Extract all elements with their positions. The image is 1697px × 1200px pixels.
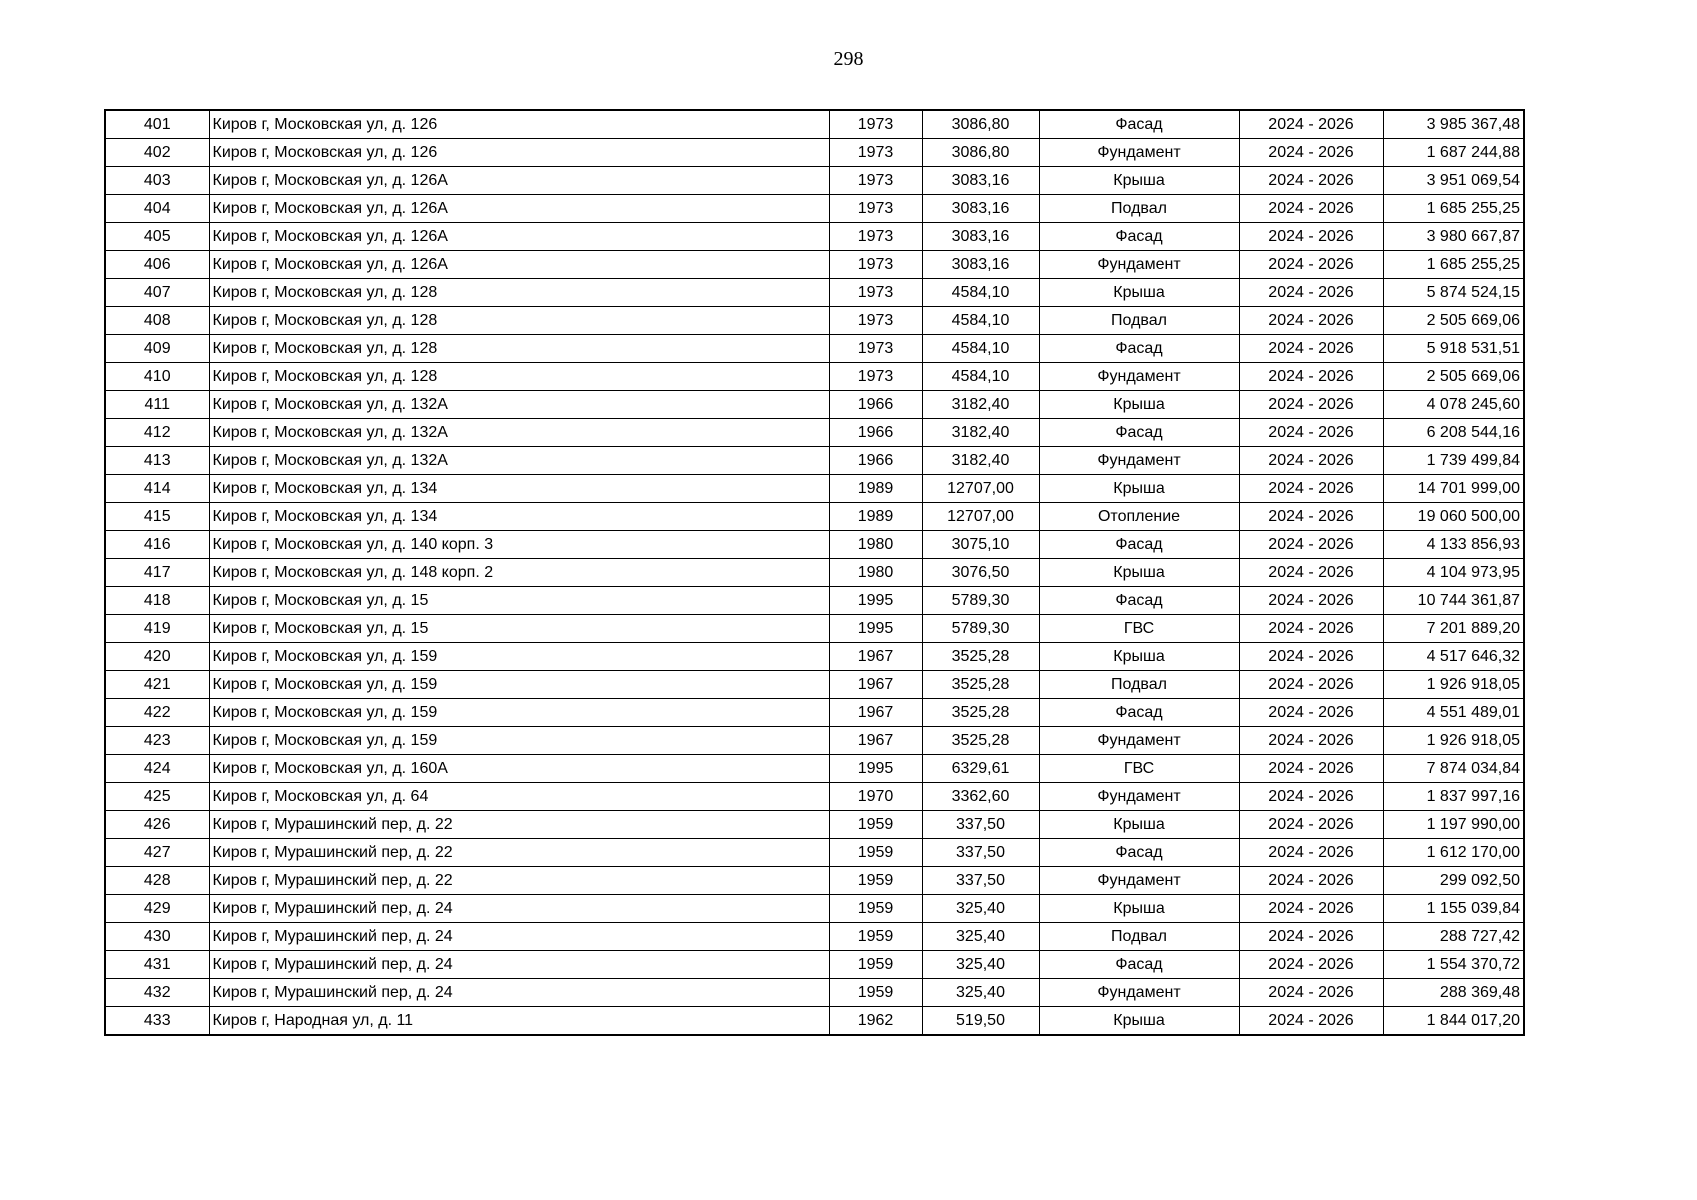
address-cell: Киров г, Московская ул, д. 134 xyxy=(209,475,829,503)
work-type-cell: Подвал xyxy=(1039,923,1239,951)
work-type-cell: Крыша xyxy=(1039,559,1239,587)
address-cell: Киров г, Московская ул, д. 126А xyxy=(209,195,829,223)
period-cell: 2024 - 2026 xyxy=(1239,391,1383,419)
period-cell: 2024 - 2026 xyxy=(1239,447,1383,475)
address-cell: Киров г, Московская ул, д. 134 xyxy=(209,503,829,531)
area-cell: 3083,16 xyxy=(922,167,1039,195)
year-cell: 1980 xyxy=(829,559,922,587)
period-cell: 2024 - 2026 xyxy=(1239,867,1383,895)
year-cell: 1973 xyxy=(829,279,922,307)
work-type-cell: Фасад xyxy=(1039,419,1239,447)
year-cell: 1967 xyxy=(829,699,922,727)
row-number: 429 xyxy=(105,895,209,923)
period-cell: 2024 - 2026 xyxy=(1239,559,1383,587)
table-row xyxy=(105,391,1524,419)
area-cell: 325,40 xyxy=(922,923,1039,951)
period-cell: 2024 - 2026 xyxy=(1239,951,1383,979)
cost-cell: 1 685 255,25 xyxy=(1383,195,1524,223)
area-cell: 4584,10 xyxy=(922,335,1039,363)
period-cell: 2024 - 2026 xyxy=(1239,475,1383,503)
period-cell: 2024 - 2026 xyxy=(1239,167,1383,195)
table-row xyxy=(105,587,1524,615)
work-type-cell: Крыша xyxy=(1039,475,1239,503)
address-cell: Киров г, Мурашинский пер, д. 24 xyxy=(209,951,829,979)
table-row xyxy=(105,447,1524,475)
address-cell: Киров г, Московская ул, д. 15 xyxy=(209,615,829,643)
cost-cell: 4 517 646,32 xyxy=(1383,643,1524,671)
row-number: 423 xyxy=(105,727,209,755)
address-cell: Киров г, Московская ул, д. 132А xyxy=(209,419,829,447)
period-cell: 2024 - 2026 xyxy=(1239,139,1383,167)
work-type-cell: Крыша xyxy=(1039,643,1239,671)
year-cell: 1995 xyxy=(829,755,922,783)
work-type-cell: Крыша xyxy=(1039,811,1239,839)
table-row xyxy=(105,755,1524,783)
period-cell: 2024 - 2026 xyxy=(1239,1007,1383,1036)
row-number: 428 xyxy=(105,867,209,895)
row-number: 412 xyxy=(105,419,209,447)
table-row xyxy=(105,195,1524,223)
year-cell: 1970 xyxy=(829,783,922,811)
work-type-cell: Фундамент xyxy=(1039,867,1239,895)
period-cell: 2024 - 2026 xyxy=(1239,783,1383,811)
work-type-cell: Крыша xyxy=(1039,1007,1239,1036)
cost-cell: 1 844 017,20 xyxy=(1383,1007,1524,1036)
area-cell: 337,50 xyxy=(922,839,1039,867)
table-row xyxy=(105,615,1524,643)
period-cell: 2024 - 2026 xyxy=(1239,279,1383,307)
work-type-cell: Крыша xyxy=(1039,895,1239,923)
address-cell: Киров г, Московская ул, д. 140 корп. 3 xyxy=(209,531,829,559)
work-type-cell: Фундамент xyxy=(1039,139,1239,167)
period-cell: 2024 - 2026 xyxy=(1239,727,1383,755)
area-cell: 5789,30 xyxy=(922,615,1039,643)
work-type-cell: Фундамент xyxy=(1039,783,1239,811)
address-cell: Киров г, Московская ул, д. 64 xyxy=(209,783,829,811)
table-row xyxy=(105,979,1524,1007)
cost-cell: 4 133 856,93 xyxy=(1383,531,1524,559)
row-number: 424 xyxy=(105,755,209,783)
table-row xyxy=(105,895,1524,923)
address-cell: Киров г, Московская ул, д. 15 xyxy=(209,587,829,615)
area-cell: 3083,16 xyxy=(922,223,1039,251)
area-cell: 3182,40 xyxy=(922,419,1039,447)
cost-cell: 6 208 544,16 xyxy=(1383,419,1524,447)
area-cell: 3075,10 xyxy=(922,531,1039,559)
work-type-cell: Фасад xyxy=(1039,223,1239,251)
work-type-cell: Фасад xyxy=(1039,587,1239,615)
cost-cell: 299 092,50 xyxy=(1383,867,1524,895)
address-cell: Киров г, Московская ул, д. 128 xyxy=(209,279,829,307)
year-cell: 1973 xyxy=(829,251,922,279)
work-type-cell: Фундамент xyxy=(1039,979,1239,1007)
cost-cell: 5 874 524,15 xyxy=(1383,279,1524,307)
row-number: 401 xyxy=(105,110,209,139)
work-type-cell: Фасад xyxy=(1039,699,1239,727)
cost-cell: 1 837 997,16 xyxy=(1383,783,1524,811)
work-type-cell: ГВС xyxy=(1039,615,1239,643)
address-cell: Киров г, Мурашинский пер, д. 24 xyxy=(209,979,829,1007)
year-cell: 1967 xyxy=(829,671,922,699)
row-number: 408 xyxy=(105,307,209,335)
area-cell: 3076,50 xyxy=(922,559,1039,587)
period-cell: 2024 - 2026 xyxy=(1239,307,1383,335)
table-body xyxy=(105,110,1524,1035)
work-type-cell: ГВС xyxy=(1039,755,1239,783)
year-cell: 1973 xyxy=(829,167,922,195)
year-cell: 1959 xyxy=(829,951,922,979)
year-cell: 1973 xyxy=(829,139,922,167)
period-cell: 2024 - 2026 xyxy=(1239,223,1383,251)
cost-cell: 1 554 370,72 xyxy=(1383,951,1524,979)
year-cell: 1959 xyxy=(829,923,922,951)
year-cell: 1959 xyxy=(829,895,922,923)
table-row xyxy=(105,110,1524,139)
row-number: 427 xyxy=(105,839,209,867)
row-number: 402 xyxy=(105,139,209,167)
address-cell: Киров г, Московская ул, д. 126 xyxy=(209,110,829,139)
row-number: 409 xyxy=(105,335,209,363)
address-cell: Киров г, Мурашинский пер, д. 22 xyxy=(209,839,829,867)
table-row xyxy=(105,139,1524,167)
address-cell: Киров г, Московская ул, д. 159 xyxy=(209,643,829,671)
cost-cell: 3 980 667,87 xyxy=(1383,223,1524,251)
table-row xyxy=(105,335,1524,363)
address-cell: Киров г, Московская ул, д. 126А xyxy=(209,167,829,195)
address-cell: Киров г, Мурашинский пер, д. 22 xyxy=(209,811,829,839)
table-row xyxy=(105,503,1524,531)
area-cell: 5789,30 xyxy=(922,587,1039,615)
area-cell: 6329,61 xyxy=(922,755,1039,783)
area-cell: 3525,28 xyxy=(922,699,1039,727)
table-row xyxy=(105,475,1524,503)
area-cell: 337,50 xyxy=(922,811,1039,839)
cost-cell: 7 201 889,20 xyxy=(1383,615,1524,643)
row-number: 422 xyxy=(105,699,209,727)
address-cell: Киров г, Московская ул, д. 148 корп. 2 xyxy=(209,559,829,587)
table-row xyxy=(105,531,1524,559)
page-number: 298 xyxy=(833,48,864,70)
cost-cell: 1 926 918,05 xyxy=(1383,727,1524,755)
area-cell: 12707,00 xyxy=(922,475,1039,503)
year-cell: 1959 xyxy=(829,839,922,867)
cost-cell: 1 926 918,05 xyxy=(1383,671,1524,699)
row-number: 410 xyxy=(105,363,209,391)
area-cell: 3083,16 xyxy=(922,251,1039,279)
year-cell: 1980 xyxy=(829,531,922,559)
period-cell: 2024 - 2026 xyxy=(1239,110,1383,139)
work-type-cell: Подвал xyxy=(1039,307,1239,335)
table-row xyxy=(105,867,1524,895)
row-number: 411 xyxy=(105,391,209,419)
table-row xyxy=(105,279,1524,307)
table-row xyxy=(105,783,1524,811)
cost-cell: 1 197 990,00 xyxy=(1383,811,1524,839)
table-row xyxy=(105,419,1524,447)
year-cell: 1966 xyxy=(829,419,922,447)
work-type-cell: Крыша xyxy=(1039,391,1239,419)
year-cell: 1995 xyxy=(829,587,922,615)
year-cell: 1967 xyxy=(829,727,922,755)
work-type-cell: Крыша xyxy=(1039,279,1239,307)
work-type-cell: Фундамент xyxy=(1039,363,1239,391)
year-cell: 1966 xyxy=(829,391,922,419)
area-cell: 3525,28 xyxy=(922,727,1039,755)
row-number: 417 xyxy=(105,559,209,587)
table-row xyxy=(105,1007,1524,1036)
table-row xyxy=(105,923,1524,951)
address-cell: Киров г, Московская ул, д. 132А xyxy=(209,391,829,419)
row-number: 406 xyxy=(105,251,209,279)
cost-cell: 5 918 531,51 xyxy=(1383,335,1524,363)
area-cell: 4584,10 xyxy=(922,279,1039,307)
area-cell: 325,40 xyxy=(922,951,1039,979)
period-cell: 2024 - 2026 xyxy=(1239,251,1383,279)
period-cell: 2024 - 2026 xyxy=(1239,335,1383,363)
cost-cell: 4 551 489,01 xyxy=(1383,699,1524,727)
row-number: 407 xyxy=(105,279,209,307)
address-cell: Киров г, Московская ул, д. 159 xyxy=(209,671,829,699)
row-number: 430 xyxy=(105,923,209,951)
area-cell: 519,50 xyxy=(922,1007,1039,1036)
address-cell: Киров г, Московская ул, д. 128 xyxy=(209,363,829,391)
cost-cell: 1 612 170,00 xyxy=(1383,839,1524,867)
cost-cell: 2 505 669,06 xyxy=(1383,307,1524,335)
work-type-cell: Фасад xyxy=(1039,839,1239,867)
registry-table xyxy=(104,109,1525,1036)
row-number: 419 xyxy=(105,615,209,643)
work-type-cell: Фундамент xyxy=(1039,251,1239,279)
address-cell: Киров г, Московская ул, д. 160А xyxy=(209,755,829,783)
table-row xyxy=(105,811,1524,839)
work-type-cell: Фасад xyxy=(1039,951,1239,979)
address-cell: Киров г, Московская ул, д. 126А xyxy=(209,251,829,279)
row-number: 414 xyxy=(105,475,209,503)
area-cell: 3525,28 xyxy=(922,671,1039,699)
row-number: 413 xyxy=(105,447,209,475)
work-type-cell: Фасад xyxy=(1039,531,1239,559)
work-type-cell: Подвал xyxy=(1039,671,1239,699)
area-cell: 3086,80 xyxy=(922,139,1039,167)
year-cell: 1959 xyxy=(829,979,922,1007)
address-cell: Киров г, Московская ул, д. 126 xyxy=(209,139,829,167)
cost-cell: 4 104 973,95 xyxy=(1383,559,1524,587)
area-cell: 3083,16 xyxy=(922,195,1039,223)
table-row xyxy=(105,363,1524,391)
cost-cell: 2 505 669,06 xyxy=(1383,363,1524,391)
area-cell: 3362,60 xyxy=(922,783,1039,811)
row-number: 416 xyxy=(105,531,209,559)
year-cell: 1967 xyxy=(829,643,922,671)
area-cell: 337,50 xyxy=(922,867,1039,895)
address-cell: Киров г, Московская ул, д. 159 xyxy=(209,727,829,755)
table-row xyxy=(105,951,1524,979)
row-number: 431 xyxy=(105,951,209,979)
area-cell: 3525,28 xyxy=(922,643,1039,671)
area-cell: 3182,40 xyxy=(922,391,1039,419)
address-cell: Киров г, Московская ул, д. 132А xyxy=(209,447,829,475)
area-cell: 325,40 xyxy=(922,979,1039,1007)
area-cell: 3086,80 xyxy=(922,110,1039,139)
area-cell: 3182,40 xyxy=(922,447,1039,475)
work-type-cell: Фундамент xyxy=(1039,447,1239,475)
cost-cell: 1 739 499,84 xyxy=(1383,447,1524,475)
area-cell: 12707,00 xyxy=(922,503,1039,531)
year-cell: 1959 xyxy=(829,811,922,839)
year-cell: 1989 xyxy=(829,475,922,503)
period-cell: 2024 - 2026 xyxy=(1239,643,1383,671)
row-number: 432 xyxy=(105,979,209,1007)
period-cell: 2024 - 2026 xyxy=(1239,615,1383,643)
cost-cell: 10 744 361,87 xyxy=(1383,587,1524,615)
table-row xyxy=(105,671,1524,699)
cost-cell: 288 727,42 xyxy=(1383,923,1524,951)
address-cell: Киров г, Московская ул, д. 128 xyxy=(209,307,829,335)
table-row xyxy=(105,167,1524,195)
year-cell: 1973 xyxy=(829,307,922,335)
table-row xyxy=(105,839,1524,867)
row-number: 426 xyxy=(105,811,209,839)
row-number: 403 xyxy=(105,167,209,195)
cost-cell: 1 685 255,25 xyxy=(1383,251,1524,279)
period-cell: 2024 - 2026 xyxy=(1239,755,1383,783)
period-cell: 2024 - 2026 xyxy=(1239,979,1383,1007)
period-cell: 2024 - 2026 xyxy=(1239,811,1383,839)
period-cell: 2024 - 2026 xyxy=(1239,419,1383,447)
work-type-cell: Отопление xyxy=(1039,503,1239,531)
work-type-cell: Крыша xyxy=(1039,167,1239,195)
table-row xyxy=(105,643,1524,671)
cost-cell: 3 951 069,54 xyxy=(1383,167,1524,195)
year-cell: 1966 xyxy=(829,447,922,475)
table-row xyxy=(105,727,1524,755)
row-number: 433 xyxy=(105,1007,209,1036)
cost-cell: 1 155 039,84 xyxy=(1383,895,1524,923)
period-cell: 2024 - 2026 xyxy=(1239,923,1383,951)
row-number: 418 xyxy=(105,587,209,615)
table-row xyxy=(105,223,1524,251)
cost-cell: 1 687 244,88 xyxy=(1383,139,1524,167)
cost-cell: 19 060 500,00 xyxy=(1383,503,1524,531)
cost-cell: 7 874 034,84 xyxy=(1383,755,1524,783)
table-row xyxy=(105,699,1524,727)
year-cell: 1973 xyxy=(829,195,922,223)
period-cell: 2024 - 2026 xyxy=(1239,671,1383,699)
address-cell: Киров г, Московская ул, д. 126А xyxy=(209,223,829,251)
year-cell: 1973 xyxy=(829,110,922,139)
period-cell: 2024 - 2026 xyxy=(1239,503,1383,531)
period-cell: 2024 - 2026 xyxy=(1239,363,1383,391)
work-type-cell: Подвал xyxy=(1039,195,1239,223)
period-cell: 2024 - 2026 xyxy=(1239,587,1383,615)
work-type-cell: Фасад xyxy=(1039,110,1239,139)
area-cell: 325,40 xyxy=(922,895,1039,923)
cost-cell: 288 369,48 xyxy=(1383,979,1524,1007)
period-cell: 2024 - 2026 xyxy=(1239,839,1383,867)
address-cell: Киров г, Мурашинский пер, д. 22 xyxy=(209,867,829,895)
work-type-cell: Фасад xyxy=(1039,335,1239,363)
row-number: 420 xyxy=(105,643,209,671)
table-row xyxy=(105,307,1524,335)
address-cell: Киров г, Московская ул, д. 128 xyxy=(209,335,829,363)
row-number: 421 xyxy=(105,671,209,699)
period-cell: 2024 - 2026 xyxy=(1239,531,1383,559)
address-cell: Киров г, Московская ул, д. 159 xyxy=(209,699,829,727)
year-cell: 1989 xyxy=(829,503,922,531)
table-row xyxy=(105,251,1524,279)
row-number: 404 xyxy=(105,195,209,223)
address-cell: Киров г, Мурашинский пер, д. 24 xyxy=(209,923,829,951)
cost-cell: 3 985 367,48 xyxy=(1383,110,1524,139)
area-cell: 4584,10 xyxy=(922,307,1039,335)
year-cell: 1959 xyxy=(829,867,922,895)
area-cell: 4584,10 xyxy=(922,363,1039,391)
table-row xyxy=(105,559,1524,587)
work-type-cell: Фундамент xyxy=(1039,727,1239,755)
address-cell: Киров г, Мурашинский пер, д. 24 xyxy=(209,895,829,923)
cost-cell: 4 078 245,60 xyxy=(1383,391,1524,419)
row-number: 425 xyxy=(105,783,209,811)
row-number: 405 xyxy=(105,223,209,251)
year-cell: 1962 xyxy=(829,1007,922,1036)
period-cell: 2024 - 2026 xyxy=(1239,195,1383,223)
year-cell: 1973 xyxy=(829,363,922,391)
address-cell: Киров г, Народная ул, д. 11 xyxy=(209,1007,829,1036)
period-cell: 2024 - 2026 xyxy=(1239,895,1383,923)
cost-cell: 14 701 999,00 xyxy=(1383,475,1524,503)
year-cell: 1973 xyxy=(829,335,922,363)
row-number: 415 xyxy=(105,503,209,531)
year-cell: 1973 xyxy=(829,223,922,251)
period-cell: 2024 - 2026 xyxy=(1239,699,1383,727)
year-cell: 1995 xyxy=(829,615,922,643)
